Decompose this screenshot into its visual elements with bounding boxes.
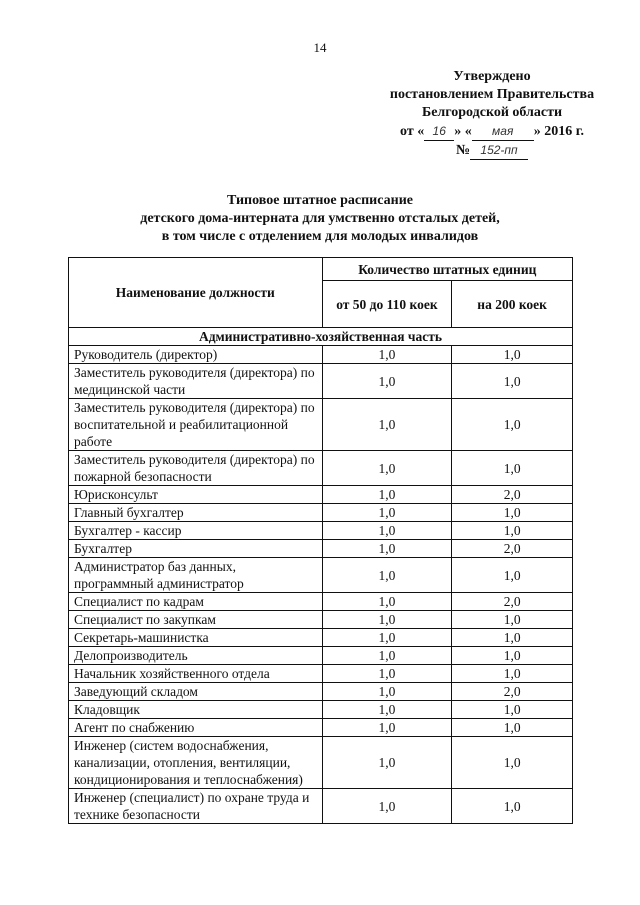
table-row (69, 647, 573, 665)
approval-line-1: Утверждено (453, 69, 531, 84)
date-suffix: » 2016 г. (533, 124, 584, 139)
table-row (69, 737, 573, 789)
table-row (69, 611, 573, 629)
approval-date (372, 122, 612, 141)
table-row (69, 701, 573, 719)
units-50-110-cell: 1,0 (322, 540, 452, 558)
position-name-cell: Специалист по закупкам (69, 611, 323, 629)
units-200-cell: 1,0 (452, 629, 573, 647)
title-line-3: в том числе с отделением для молодых инвалидов (161, 229, 479, 244)
table-row (69, 399, 573, 451)
units-200-cell: 1,0 (452, 364, 573, 399)
units-200-cell: 1,0 (452, 504, 573, 522)
units-50-110-cell: 1,0 (322, 737, 452, 789)
position-name-cell: Агент по снабжению (69, 719, 323, 737)
units-50-110-cell: 1,0 (322, 789, 452, 824)
table-row (69, 789, 573, 824)
units-50-110-cell: 1,0 (322, 701, 452, 719)
approval-stamp (372, 68, 612, 160)
title-line-1: Типовое штатное расписание (227, 193, 413, 208)
units-50-110-cell: 1,0 (322, 593, 452, 611)
column-header-position: Наименование должности (69, 258, 323, 328)
units-50-110-cell: 1,0 (322, 504, 452, 522)
approval-day: 16 (424, 122, 454, 141)
table-row (69, 504, 573, 522)
page-number: 14 (313, 40, 327, 55)
units-50-110-cell: 1,0 (322, 647, 452, 665)
position-name-cell: Инженер (специалист) по охране труда и технике безопасности (69, 789, 323, 824)
table-row (69, 558, 573, 593)
position-name-cell: Инженер (систем водоснабжения, канализации, отопления, вентиляции, кондиционирования и теплоснабжения) (69, 737, 323, 789)
position-name-cell: Бухгалтер - кассир (69, 522, 323, 540)
units-50-110-cell: 1,0 (322, 665, 452, 683)
position-name-cell: Заместитель руководителя (директора) по пожарной безопасности (69, 451, 323, 486)
units-200-cell: 2,0 (452, 593, 573, 611)
units-200-cell: 1,0 (452, 737, 573, 789)
units-200-cell: 2,0 (452, 540, 573, 558)
position-name-cell: Кладовщик (69, 701, 323, 719)
staff-table (68, 257, 573, 824)
table-row (69, 665, 573, 683)
units-50-110-cell: 1,0 (322, 683, 452, 701)
units-200-cell: 1,0 (452, 451, 573, 486)
number-prefix: № (455, 143, 471, 158)
units-50-110-cell: 1,0 (322, 346, 452, 364)
date-mid: » « (454, 124, 472, 139)
units-200-cell: 1,0 (452, 522, 573, 540)
position-name-cell: Заместитель руководителя (директора) по воспитательной и реабилитационной работе (69, 399, 323, 451)
units-200-cell: 1,0 (452, 611, 573, 629)
approval-number (372, 141, 612, 160)
position-name-cell: Юрисконсульт (69, 486, 323, 504)
units-50-110-cell: 1,0 (322, 558, 452, 593)
units-200-cell: 2,0 (452, 486, 573, 504)
document-title (100, 192, 540, 246)
approval-month: мая (472, 122, 534, 141)
units-200-cell: 1,0 (452, 701, 573, 719)
table-row (69, 683, 573, 701)
units-50-110-cell: 1,0 (322, 719, 452, 737)
units-200-cell: 1,0 (452, 647, 573, 665)
table-row (69, 486, 573, 504)
position-name-cell: Администратор баз данных, программный администратор (69, 558, 323, 593)
units-200-cell: 1,0 (452, 346, 573, 364)
units-200-cell: 1,0 (452, 789, 573, 824)
units-200-cell: 1,0 (452, 399, 573, 451)
units-50-110-cell: 1,0 (322, 629, 452, 647)
table-row (69, 719, 573, 737)
table-row (69, 540, 573, 558)
table-row (69, 364, 573, 399)
table-row (69, 451, 573, 486)
table-row (69, 593, 573, 611)
table-row (69, 346, 573, 364)
units-200-cell: 2,0 (452, 683, 573, 701)
position-name-cell: Главный бухгалтер (69, 504, 323, 522)
units-50-110-cell: 1,0 (322, 451, 452, 486)
position-name-cell: Начальник хозяйственного отдела (69, 665, 323, 683)
units-50-110-cell: 1,0 (322, 364, 452, 399)
date-prefix: от « (400, 124, 425, 139)
position-name-cell: Специалист по кадрам (69, 593, 323, 611)
position-name-cell: Бухгалтер (69, 540, 323, 558)
title-line-2: детского дома-интерната для умственно отсталых детей, (140, 211, 500, 226)
units-50-110-cell: 1,0 (322, 486, 452, 504)
units-50-110-cell: 1,0 (322, 399, 452, 451)
position-name-cell: Заведующий складом (69, 683, 323, 701)
section-title: Административно-хозяйственная часть (69, 328, 573, 346)
position-name-cell: Руководитель (директор) (69, 346, 323, 364)
column-header-200-beds: на 200 коек (452, 281, 573, 328)
units-50-110-cell: 1,0 (322, 611, 452, 629)
position-name-cell: Секретарь-машинистка (69, 629, 323, 647)
table-row (69, 522, 573, 540)
units-200-cell: 1,0 (452, 558, 573, 593)
column-header-50-110-beds: от 50 до 110 коек (322, 281, 452, 328)
units-200-cell: 1,0 (452, 665, 573, 683)
units-50-110-cell: 1,0 (322, 522, 452, 540)
units-200-cell: 1,0 (452, 719, 573, 737)
column-header-staff-units: Количество штатных единиц (322, 258, 572, 281)
table-row (69, 629, 573, 647)
position-name-cell: Делопроизводитель (69, 647, 323, 665)
section-row (69, 328, 573, 346)
approval-line-3: Белгородской области (421, 105, 563, 120)
approval-number-value: 152-пп (470, 141, 528, 160)
position-name-cell: Заместитель руководителя (директора) по медицинской части (69, 364, 323, 399)
approval-line-2: постановлением Правительства (389, 87, 595, 102)
